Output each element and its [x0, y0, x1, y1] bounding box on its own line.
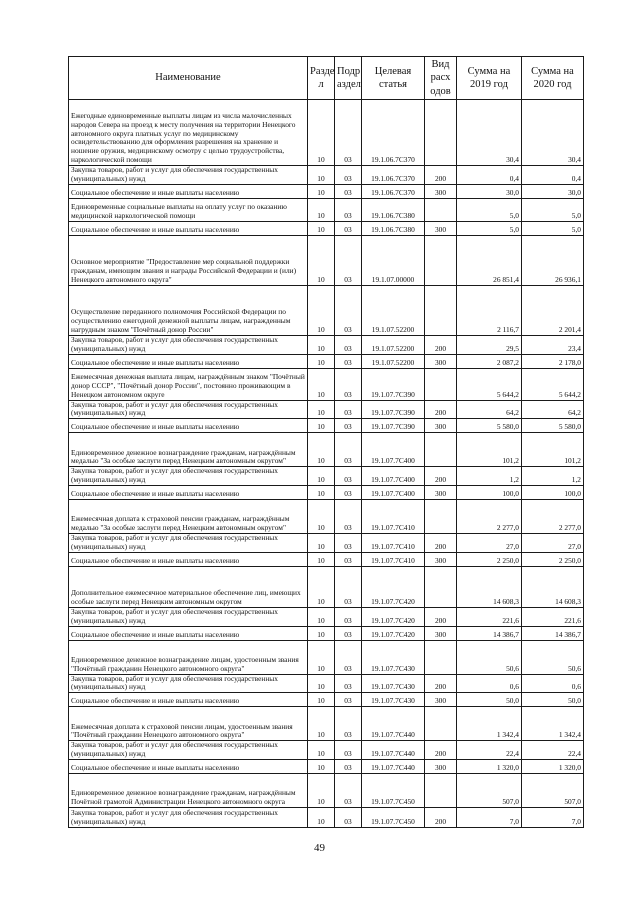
- row-subsection: 03: [335, 640, 362, 674]
- row-expense-type: [425, 774, 457, 808]
- row-target-article: 19.1.07.7С400: [362, 486, 425, 500]
- row-name: Закупка товаров, работ и услуг для обеспечения государственных (муниципальных) нужд: [69, 674, 308, 693]
- table-row: [69, 626, 584, 640]
- row-target-article: 19.1.06.7С370: [362, 184, 425, 198]
- row-name: Единовременное денежное вознаграждение гражданам, награждённым медалью "За особые заслуги перед Ненецким автономным округом": [69, 433, 308, 467]
- row-sum-2020: 50,0: [522, 693, 584, 707]
- row-target-article: 19.1.07.7С450: [362, 808, 425, 828]
- row-section: 10: [308, 419, 335, 433]
- row-sum-2019: 2 277,0: [457, 500, 522, 534]
- row-expense-type: [425, 198, 457, 221]
- row-subsection: 03: [335, 607, 362, 626]
- row-section: 10: [308, 674, 335, 693]
- row-target-article: 19.1.07.7С440: [362, 741, 425, 760]
- row-name: Закупка товаров, работ и услуг для обеспечения государственных (муниципальных) нужд: [69, 607, 308, 626]
- table-row: [69, 368, 584, 400]
- row-section: 10: [308, 433, 335, 467]
- row-section: 10: [308, 774, 335, 808]
- row-section: 10: [308, 354, 335, 368]
- row-section: 10: [308, 500, 335, 534]
- row-name: Закупка товаров, работ и услуг для обеспечения государственных (муниципальных) нужд: [69, 166, 308, 185]
- row-section: 10: [308, 552, 335, 566]
- row-section: 10: [308, 534, 335, 553]
- row-expense-type: 300: [425, 221, 457, 235]
- row-name: Единовременные социальные выплаты на оплату услуг по оказанию медицинской наркологической помощи: [69, 198, 308, 221]
- row-sum-2020: 2 277,0: [522, 500, 584, 534]
- row-sum-2019: 30,0: [457, 184, 522, 198]
- row-expense-type: 300: [425, 486, 457, 500]
- row-name: Закупка товаров, работ и услуг для обеспечения государственных (муниципальных) нужд: [69, 534, 308, 553]
- row-target-article: 19.1.07.7С420: [362, 566, 425, 607]
- table-row: [69, 221, 584, 235]
- row-name: Социальное обеспечение и иные выплаты населению: [69, 221, 308, 235]
- row-section: 10: [308, 486, 335, 500]
- row-expense-type: 300: [425, 184, 457, 198]
- row-subsection: 03: [335, 552, 362, 566]
- row-target-article: 19.1.07.7С430: [362, 693, 425, 707]
- table-body: [69, 100, 584, 828]
- row-sum-2019: 50,6: [457, 640, 522, 674]
- header-sum-2020: Сумма на 2020 год: [522, 57, 584, 100]
- row-subsection: 03: [335, 500, 362, 534]
- row-target-article: 19.1.07.7С440: [362, 760, 425, 774]
- row-expense-type: 300: [425, 354, 457, 368]
- table-row: [69, 486, 584, 500]
- row-name: Основное мероприятие "Предоставление мер социальной поддержки гражданам, имеющим звания и награды Российской Федерации и (или) Ненецкого автономного округа": [69, 235, 308, 285]
- row-subsection: 03: [335, 467, 362, 486]
- row-sum-2019: 64,2: [457, 400, 522, 419]
- row-name: Закупка товаров, работ и услуг для обеспечения государственных (муниципальных) нужд: [69, 808, 308, 828]
- row-expense-type: [425, 707, 457, 741]
- row-expense-type: [425, 368, 457, 400]
- row-sum-2019: 1,2: [457, 467, 522, 486]
- row-subsection: 03: [335, 566, 362, 607]
- row-subsection: 03: [335, 534, 362, 553]
- row-sum-2020: 101,2: [522, 433, 584, 467]
- row-subsection: 03: [335, 486, 362, 500]
- table-row: [69, 640, 584, 674]
- row-subsection: 03: [335, 184, 362, 198]
- document-page: [68, 56, 583, 828]
- row-section: 10: [308, 400, 335, 419]
- row-name: Закупка товаров, работ и услуг для обеспечения государственных (муниципальных) нужд: [69, 400, 308, 419]
- table-row: [69, 774, 584, 808]
- row-expense-type: 200: [425, 607, 457, 626]
- header-subsection: Подр аздел: [335, 57, 362, 100]
- row-subsection: 03: [335, 368, 362, 400]
- row-sum-2019: 7,0: [457, 808, 522, 828]
- row-section: 10: [308, 100, 335, 166]
- row-section: 10: [308, 760, 335, 774]
- header-sum-2019: Сумма на 2019 год: [457, 57, 522, 100]
- row-sum-2020: 26 936,1: [522, 235, 584, 285]
- row-sum-2020: 507,0: [522, 774, 584, 808]
- row-target-article: 19.1.06.7С380: [362, 198, 425, 221]
- row-sum-2019: 2 250,0: [457, 552, 522, 566]
- row-target-article: 19.1.07.7С410: [362, 552, 425, 566]
- row-expense-type: 300: [425, 693, 457, 707]
- row-expense-type: 200: [425, 674, 457, 693]
- row-expense-type: 200: [425, 741, 457, 760]
- row-section: 10: [308, 285, 335, 335]
- row-sum-2019: 2 087,2: [457, 354, 522, 368]
- row-sum-2019: 5,0: [457, 198, 522, 221]
- row-sum-2020: 7,0: [522, 808, 584, 828]
- row-target-article: 19.1.07.7С430: [362, 674, 425, 693]
- row-name: Социальное обеспечение и иные выплаты населению: [69, 354, 308, 368]
- row-section: 10: [308, 221, 335, 235]
- row-section: 10: [308, 607, 335, 626]
- row-target-article: 19.1.07.7С390: [362, 368, 425, 400]
- row-target-article: 19.1.07.7С410: [362, 500, 425, 534]
- row-sum-2020: 5,0: [522, 221, 584, 235]
- row-sum-2020: 0,6: [522, 674, 584, 693]
- row-sum-2020: 2 201,4: [522, 285, 584, 335]
- table-row: [69, 166, 584, 185]
- table-row: [69, 235, 584, 285]
- row-name: Единовременное денежное вознаграждение гражданам, награждённым Почётной грамотой Администрации Ненецкого автономного округа: [69, 774, 308, 808]
- table-row: [69, 433, 584, 467]
- row-name: Ежемесячная доплата к страховой пенсии гражданам, награждённым медалью "За особые заслуги перед Ненецким автономным округом": [69, 500, 308, 534]
- table-row: [69, 808, 584, 828]
- row-target-article: 19.1.07.7С400: [362, 467, 425, 486]
- row-sum-2019: 507,0: [457, 774, 522, 808]
- row-sum-2020: 27,0: [522, 534, 584, 553]
- row-sum-2019: 50,0: [457, 693, 522, 707]
- header-expense-type: Вид расх одов: [425, 57, 457, 100]
- row-subsection: 03: [335, 774, 362, 808]
- row-sum-2019: 1 320,0: [457, 760, 522, 774]
- table-row: [69, 419, 584, 433]
- row-subsection: 03: [335, 626, 362, 640]
- table-row: [69, 100, 584, 166]
- table-row: [69, 534, 584, 553]
- row-section: 10: [308, 184, 335, 198]
- row-target-article: 19.1.07.52200: [362, 285, 425, 335]
- row-target-article: 19.1.06.7С380: [362, 221, 425, 235]
- row-sum-2020: 100,0: [522, 486, 584, 500]
- row-name: Закупка товаров, работ и услуг для обеспечения государственных (муниципальных) нужд: [69, 741, 308, 760]
- row-section: 10: [308, 368, 335, 400]
- row-expense-type: [425, 285, 457, 335]
- header-name: Наименование: [69, 57, 308, 100]
- row-sum-2020: 14 608,3: [522, 566, 584, 607]
- row-target-article: 19.1.07.00000: [362, 235, 425, 285]
- row-sum-2019: 100,0: [457, 486, 522, 500]
- header-target-article: Целевая статья: [362, 57, 425, 100]
- row-subsection: 03: [335, 674, 362, 693]
- row-sum-2020: 1 342,4: [522, 707, 584, 741]
- row-expense-type: [425, 500, 457, 534]
- table-row: [69, 500, 584, 534]
- row-subsection: 03: [335, 285, 362, 335]
- row-name: Ежемесячная доплата к страховой пенсии лицам, удостоенным звания "Почётный гражданин Ненецкого автономного округа": [69, 707, 308, 741]
- row-sum-2020: 50,6: [522, 640, 584, 674]
- row-sum-2020: 30,0: [522, 184, 584, 198]
- row-subsection: 03: [335, 419, 362, 433]
- row-section: 10: [308, 741, 335, 760]
- table-row: [69, 335, 584, 354]
- table-row: [69, 760, 584, 774]
- row-name: Закупка товаров, работ и услуг для обеспечения государственных (муниципальных) нужд: [69, 335, 308, 354]
- table-row: [69, 285, 584, 335]
- row-sum-2020: 64,2: [522, 400, 584, 419]
- row-expense-type: [425, 566, 457, 607]
- row-name: Дополнительное ежемесячное материальное обеспечение лиц, имеющих особые заслуги перед Ненецким автономным округом: [69, 566, 308, 607]
- row-sum-2019: 29,5: [457, 335, 522, 354]
- row-subsection: 03: [335, 166, 362, 185]
- row-sum-2019: 27,0: [457, 534, 522, 553]
- page-number: 49: [314, 842, 325, 854]
- row-section: 10: [308, 335, 335, 354]
- row-sum-2019: 0,4: [457, 166, 522, 185]
- row-section: 10: [308, 626, 335, 640]
- row-target-article: 19.1.07.52200: [362, 335, 425, 354]
- table-row: [69, 566, 584, 607]
- row-sum-2020: 23,4: [522, 335, 584, 354]
- row-expense-type: 300: [425, 760, 457, 774]
- row-sum-2020: 5 644,2: [522, 368, 584, 400]
- row-subsection: 03: [335, 400, 362, 419]
- table-row: [69, 674, 584, 693]
- row-sum-2019: 0,6: [457, 674, 522, 693]
- row-sum-2020: 5,0: [522, 198, 584, 221]
- row-name: Ежемесячная денежная выплата лицам, награждённым знаком "Почётный донор СССР", "Почётный донор России", постоянно проживающим в Ненецком автономном округе: [69, 368, 308, 400]
- row-section: 10: [308, 808, 335, 828]
- row-target-article: 19.1.07.7С450: [362, 774, 425, 808]
- row-name: Социальное обеспечение и иные выплаты населению: [69, 760, 308, 774]
- row-name: Социальное обеспечение и иные выплаты населению: [69, 419, 308, 433]
- row-name: Социальное обеспечение и иные выплаты населению: [69, 626, 308, 640]
- row-target-article: 19.1.07.7С420: [362, 607, 425, 626]
- row-sum-2019: 5 580,0: [457, 419, 522, 433]
- row-subsection: 03: [335, 198, 362, 221]
- row-name: Социальное обеспечение и иные выплаты населению: [69, 552, 308, 566]
- row-expense-type: 300: [425, 552, 457, 566]
- row-section: 10: [308, 467, 335, 486]
- row-name: Социальное обеспечение и иные выплаты населению: [69, 184, 308, 198]
- row-sum-2020: 5 580,0: [522, 419, 584, 433]
- row-section: 10: [308, 166, 335, 185]
- row-sum-2020: 1,2: [522, 467, 584, 486]
- row-target-article: 19.1.07.7С400: [362, 433, 425, 467]
- row-name: Осуществление переданного полномочия Российской Федерации по осуществлению ежегодной денежной выплаты лицам, награжденным нагрудным знаком "Почётный донор России": [69, 285, 308, 335]
- row-target-article: 19.1.07.7С440: [362, 707, 425, 741]
- row-sum-2019: 14 386,7: [457, 626, 522, 640]
- row-subsection: 03: [335, 354, 362, 368]
- row-subsection: 03: [335, 221, 362, 235]
- row-sum-2020: 30,4: [522, 100, 584, 166]
- row-sum-2019: 5 644,2: [457, 368, 522, 400]
- row-sum-2019: 30,4: [457, 100, 522, 166]
- row-sum-2019: 22,4: [457, 741, 522, 760]
- header-section: Разде л: [308, 57, 335, 100]
- row-sum-2019: 101,2: [457, 433, 522, 467]
- row-section: 10: [308, 640, 335, 674]
- row-sum-2020: 14 386,7: [522, 626, 584, 640]
- table-row: [69, 198, 584, 221]
- table-row: [69, 552, 584, 566]
- row-subsection: 03: [335, 433, 362, 467]
- row-sum-2019: 5,0: [457, 221, 522, 235]
- row-sum-2020: 22,4: [522, 741, 584, 760]
- row-section: 10: [308, 198, 335, 221]
- row-sum-2020: 2 250,0: [522, 552, 584, 566]
- row-sum-2019: 1 342,4: [457, 707, 522, 741]
- row-expense-type: 200: [425, 808, 457, 828]
- row-expense-type: 200: [425, 400, 457, 419]
- row-sum-2019: 26 851,4: [457, 235, 522, 285]
- row-subsection: 03: [335, 808, 362, 828]
- row-sum-2019: 221,6: [457, 607, 522, 626]
- row-expense-type: [425, 640, 457, 674]
- row-expense-type: [425, 235, 457, 285]
- row-expense-type: 200: [425, 534, 457, 553]
- row-sum-2019: 2 116,7: [457, 285, 522, 335]
- row-expense-type: [425, 100, 457, 166]
- table-row: [69, 400, 584, 419]
- row-expense-type: 200: [425, 335, 457, 354]
- table-row: [69, 741, 584, 760]
- row-target-article: 19.1.06.7С370: [362, 100, 425, 166]
- table-row: [69, 693, 584, 707]
- row-target-article: 19.1.07.52200: [362, 354, 425, 368]
- row-subsection: 03: [335, 760, 362, 774]
- row-expense-type: 200: [425, 166, 457, 185]
- table-row: [69, 467, 584, 486]
- row-expense-type: 300: [425, 626, 457, 640]
- table-row: [69, 707, 584, 741]
- row-section: 10: [308, 566, 335, 607]
- row-sum-2020: 1 320,0: [522, 760, 584, 774]
- table-header-row: [69, 57, 584, 100]
- row-section: 10: [308, 707, 335, 741]
- row-subsection: 03: [335, 741, 362, 760]
- row-target-article: 19.1.07.7С390: [362, 419, 425, 433]
- row-sum-2019: 14 608,3: [457, 566, 522, 607]
- row-name: Ежегодные единовременные выплаты лицам из числа малочисленных народов Севера на проезд к месту получения на территории Ненецкого автономного округа платных услуг по медицинскому освидетельствованию для оформления разрешения на хранение и ношение оружия, медицинскому осмотру с целью трудоустройства, наркологической помощи: [69, 100, 308, 166]
- row-expense-type: 200: [425, 467, 457, 486]
- row-subsection: 03: [335, 235, 362, 285]
- table-row: [69, 607, 584, 626]
- row-subsection: 03: [335, 693, 362, 707]
- row-section: 10: [308, 693, 335, 707]
- row-target-article: 19.1.06.7С370: [362, 166, 425, 185]
- row-subsection: 03: [335, 100, 362, 166]
- row-name: Социальное обеспечение и иные выплаты населению: [69, 693, 308, 707]
- row-subsection: 03: [335, 707, 362, 741]
- row-expense-type: 300: [425, 419, 457, 433]
- row-name: Закупка товаров, работ и услуг для обеспечения государственных (муниципальных) нужд: [69, 467, 308, 486]
- row-target-article: 19.1.07.7С430: [362, 640, 425, 674]
- row-subsection: 03: [335, 335, 362, 354]
- row-target-article: 19.1.07.7С390: [362, 400, 425, 419]
- row-expense-type: [425, 433, 457, 467]
- row-section: 10: [308, 235, 335, 285]
- row-sum-2020: 221,6: [522, 607, 584, 626]
- row-name: Единовременное денежное вознаграждение лицам, удостоенным звания "Почётный гражданин Ненецкого автономного округа": [69, 640, 308, 674]
- row-name: Социальное обеспечение и иные выплаты населению: [69, 486, 308, 500]
- row-target-article: 19.1.07.7С420: [362, 626, 425, 640]
- table-row: [69, 184, 584, 198]
- budget-table: [68, 56, 584, 828]
- row-target-article: 19.1.07.7С410: [362, 534, 425, 553]
- row-sum-2020: 0,4: [522, 166, 584, 185]
- table-row: [69, 354, 584, 368]
- row-sum-2020: 2 178,0: [522, 354, 584, 368]
